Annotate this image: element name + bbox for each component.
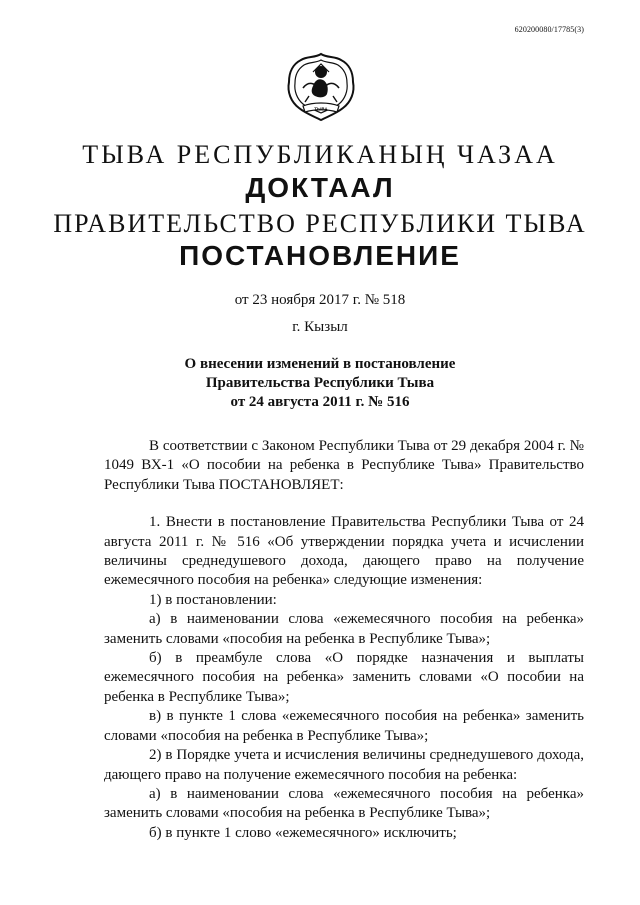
body-paragraph: в) в пункте 1 слова «ежемесячного пособия на ребенка» заменить словами «пособия на ребенка в Республике Тыва»;	[104, 708, 584, 744]
tuva-coat-of-arms-icon	[283, 50, 359, 126]
tuvan-decree-title: ДОКТААЛ	[245, 172, 395, 203]
body-paragraph: а) в наименовании слова «ежемесячного пособия на ребенка» заменить словами «пособия на ребенка в Республике Тыва»;	[104, 785, 584, 822]
body-paragraph: 1) в постановлении:	[149, 591, 277, 608]
emblem-ribbon-text: ТЫВА	[314, 106, 328, 112]
body-paragraph: 1. Внести в постановление Правительства Республики Тыва от 24 августа 2011 г. № 516 «Об утверждении порядка учета и исчислении величины среднедушевого дохода, дающего право на получение ежемесячного пособия на ребенка» следующие изменения:	[104, 514, 584, 589]
russian-government-title: ПРАВИТЕЛЬСТВО РЕСПУБЛИКИ ТЫВА	[53, 209, 587, 238]
decree-subject	[0, 355, 640, 412]
body-paragraph: б) в преамбуле слова «О порядке назначения и выплаты ежемесячного пособия на ребенка» заменить словами «О пособии на ребенка в Республике Тыва»;	[104, 650, 584, 705]
body-paragraph: а) в наименовании слова «ежемесячного пособия на ребенка» заменить словами «пособия на ребенка в Республике Тыва»;	[104, 611, 584, 647]
body-paragraph: 2) в Порядке учета и исчисления величины среднедушевого дохода, дающего право на получение ежемесячного пособия на ребенка:	[104, 747, 584, 783]
body-paragraph: В соответствии с Законом Республики Тыва от 29 декабря 2004 г. № 1049 ВХ-1 «О пособии на ребенка в Республике Тыва» Правительство Республики Тыва ПОСТАНОВЛЯЕТ:	[104, 438, 584, 493]
document-number: 620200080/17785(3)	[514, 25, 584, 34]
decree-body	[104, 437, 584, 843]
subject-line-1: О внесении изменений в постановление	[184, 356, 456, 372]
subject-line-3: от 24 августа 2011 г. № 516	[230, 394, 410, 410]
russian-decree-title: ПОСТАНОВЛЕНИЕ	[179, 240, 461, 271]
tuvan-government-title: ТЫВА РЕСПУБЛИКАНЫҢ ЧАЗАА	[82, 140, 558, 169]
decree-date: от 23 ноября 2017 г. № 518	[234, 292, 406, 308]
subject-line-2: Правительства Республики Тыва	[205, 375, 435, 391]
decree-city: г. Кызыл	[292, 319, 348, 335]
body-paragraph: б) в пункте 1 слово «ежемесячного» исключить;	[149, 824, 457, 841]
